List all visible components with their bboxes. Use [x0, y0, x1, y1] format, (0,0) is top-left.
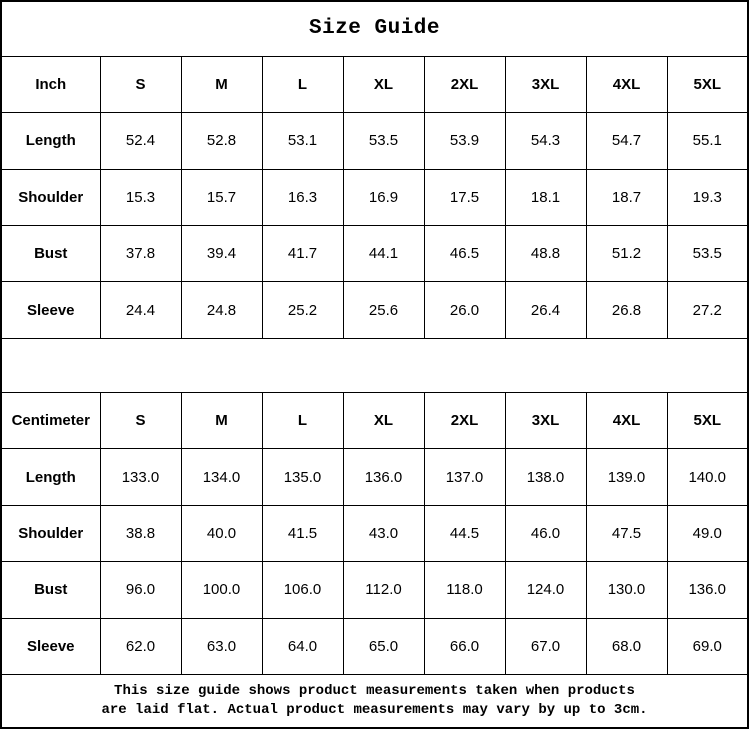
size-value-cell: 55.1 [667, 113, 748, 169]
size-column-header-s: S [100, 393, 181, 449]
size-value-cell: 52.4 [100, 113, 181, 169]
size-value-cell: 54.7 [586, 113, 667, 169]
table-row [1, 449, 748, 505]
measurement-note-line2: are laid flat. Actual product measurements may vary by up to 3cm. [101, 701, 648, 718]
size-value-cell: 49.0 [667, 505, 748, 561]
size-value-cell: 19.3 [667, 169, 748, 225]
centimeter-header-row [1, 393, 748, 449]
size-value-cell: 130.0 [586, 562, 667, 618]
unit-header-centimeter: Centimeter [1, 393, 100, 449]
size-value-cell: 15.3 [100, 169, 181, 225]
size-value-cell: 53.9 [424, 113, 505, 169]
size-value-cell: 140.0 [667, 449, 748, 505]
size-value-cell: 48.8 [505, 226, 586, 282]
size-value-cell: 17.5 [424, 169, 505, 225]
size-value-cell: 25.6 [343, 282, 424, 338]
row-label-bust: Bust [1, 562, 100, 618]
size-column-header-2xl: 2XL [424, 393, 505, 449]
table-row [1, 282, 748, 338]
size-value-cell: 124.0 [505, 562, 586, 618]
size-value-cell: 54.3 [505, 113, 586, 169]
size-value-cell: 39.4 [181, 226, 262, 282]
size-column-header-l: L [262, 393, 343, 449]
size-value-cell: 16.3 [262, 169, 343, 225]
size-value-cell: 43.0 [343, 505, 424, 561]
size-value-cell: 44.5 [424, 505, 505, 561]
size-value-cell: 15.7 [181, 169, 262, 225]
note-row [1, 674, 748, 728]
size-value-cell: 138.0 [505, 449, 586, 505]
size-value-cell: 26.8 [586, 282, 667, 338]
size-value-cell: 26.0 [424, 282, 505, 338]
size-value-cell: 40.0 [181, 505, 262, 561]
size-value-cell: 68.0 [586, 618, 667, 674]
size-column-header-4xl: 4XL [586, 393, 667, 449]
row-label-shoulder: Shoulder [1, 169, 100, 225]
size-column-header-s: S [100, 56, 181, 112]
size-value-cell: 16.9 [343, 169, 424, 225]
size-column-header-xl: XL [343, 393, 424, 449]
measurement-note-line1: This size guide shows product measurements taken when products [114, 682, 635, 699]
size-column-header-3xl: 3XL [505, 393, 586, 449]
measurement-note [1, 674, 748, 728]
size-value-cell: 118.0 [424, 562, 505, 618]
table-row [1, 618, 748, 674]
size-value-cell: 41.5 [262, 505, 343, 561]
size-column-header-2xl: 2XL [424, 56, 505, 112]
row-label-sleeve: Sleeve [1, 618, 100, 674]
row-label-bust: Bust [1, 226, 100, 282]
size-value-cell: 64.0 [262, 618, 343, 674]
row-label-length: Length [1, 113, 100, 169]
size-column-header-5xl: 5XL [667, 393, 748, 449]
spacer-row [1, 338, 748, 392]
size-value-cell: 25.2 [262, 282, 343, 338]
table-spacer [1, 338, 748, 392]
size-column-header-4xl: 4XL [586, 56, 667, 112]
size-column-header-xl: XL [343, 56, 424, 112]
size-value-cell: 112.0 [343, 562, 424, 618]
size-value-cell: 53.1 [262, 113, 343, 169]
table-row [1, 169, 748, 225]
size-column-header-m: M [181, 56, 262, 112]
size-value-cell: 27.2 [667, 282, 748, 338]
size-value-cell: 66.0 [424, 618, 505, 674]
size-value-cell: 96.0 [100, 562, 181, 618]
size-value-cell: 41.7 [262, 226, 343, 282]
table-row [1, 562, 748, 618]
size-value-cell: 133.0 [100, 449, 181, 505]
size-value-cell: 53.5 [343, 113, 424, 169]
size-value-cell: 37.8 [100, 226, 181, 282]
inch-header-row [1, 56, 748, 112]
size-value-cell: 47.5 [586, 505, 667, 561]
table-row [1, 505, 748, 561]
row-label-sleeve: Sleeve [1, 282, 100, 338]
size-value-cell: 136.0 [667, 562, 748, 618]
size-value-cell: 46.5 [424, 226, 505, 282]
size-value-cell: 44.1 [343, 226, 424, 282]
table-row [1, 113, 748, 169]
size-column-header-m: M [181, 393, 262, 449]
size-value-cell: 18.1 [505, 169, 586, 225]
table-row [1, 226, 748, 282]
size-value-cell: 52.8 [181, 113, 262, 169]
size-value-cell: 134.0 [181, 449, 262, 505]
size-value-cell: 100.0 [181, 562, 262, 618]
size-value-cell: 53.5 [667, 226, 748, 282]
row-label-length: Length [1, 449, 100, 505]
size-value-cell: 67.0 [505, 618, 586, 674]
size-value-cell: 135.0 [262, 449, 343, 505]
size-value-cell: 62.0 [100, 618, 181, 674]
size-value-cell: 139.0 [586, 449, 667, 505]
unit-header-inch: Inch [1, 56, 100, 112]
size-value-cell: 136.0 [343, 449, 424, 505]
size-value-cell: 137.0 [424, 449, 505, 505]
row-label-shoulder: Shoulder [1, 505, 100, 561]
size-value-cell: 65.0 [343, 618, 424, 674]
page-title: Size Guide [1, 1, 748, 56]
size-column-header-5xl: 5XL [667, 56, 748, 112]
size-value-cell: 46.0 [505, 505, 586, 561]
size-value-cell: 63.0 [181, 618, 262, 674]
title-row [1, 1, 748, 56]
size-value-cell: 51.2 [586, 226, 667, 282]
size-value-cell: 106.0 [262, 562, 343, 618]
size-value-cell: 26.4 [505, 282, 586, 338]
size-value-cell: 69.0 [667, 618, 748, 674]
size-value-cell: 38.8 [100, 505, 181, 561]
size-value-cell: 18.7 [586, 169, 667, 225]
size-value-cell: 24.8 [181, 282, 262, 338]
size-value-cell: 24.4 [100, 282, 181, 338]
size-column-header-3xl: 3XL [505, 56, 586, 112]
size-column-header-l: L [262, 56, 343, 112]
